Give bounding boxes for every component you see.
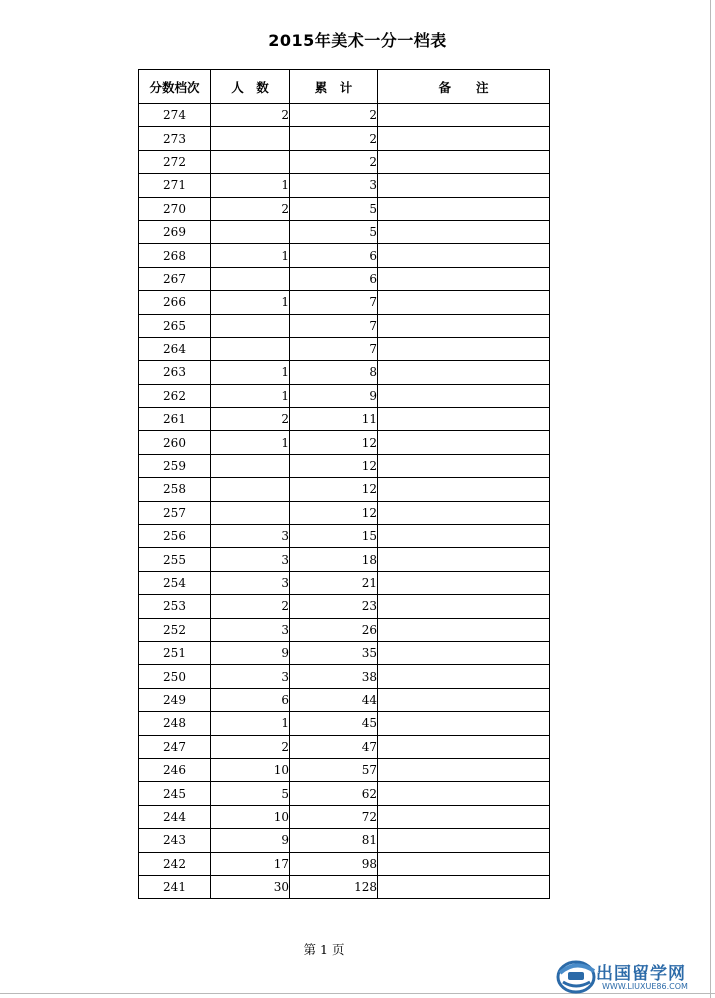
score-cell: 263: [139, 361, 211, 384]
cumulative-cell: 7: [290, 314, 378, 337]
score-cell: 241: [139, 875, 211, 898]
score-cell: 265: [139, 314, 211, 337]
page-edge-right: [710, 0, 711, 998]
note-cell: [378, 805, 550, 828]
score-cell: 271: [139, 174, 211, 197]
table-row: [139, 641, 550, 664]
globe-logo-icon: [554, 955, 598, 995]
score-cell: 250: [139, 665, 211, 688]
count-cell: 1: [211, 431, 290, 454]
table-row: [139, 665, 550, 688]
note-cell: [378, 478, 550, 501]
cumulative-cell: 2: [290, 127, 378, 150]
count-cell: 2: [211, 408, 290, 431]
score-cell: 242: [139, 852, 211, 875]
cumulative-cell: 5: [290, 220, 378, 243]
table-row: [139, 431, 550, 454]
cumulative-cell: 7: [290, 291, 378, 314]
note-cell: [378, 641, 550, 664]
watermark-name: 出国留学网: [596, 964, 686, 984]
note-cell: [378, 688, 550, 711]
site-watermark: [554, 955, 714, 997]
table-row: [139, 595, 550, 618]
count-cell: 2: [211, 735, 290, 758]
score-cell: 267: [139, 267, 211, 290]
cumulative-cell: 72: [290, 805, 378, 828]
watermark-url: WWW.LIUXUE86.COM: [602, 982, 688, 991]
note-cell: [378, 431, 550, 454]
header-count: 人 数: [211, 70, 290, 104]
note-cell: [378, 712, 550, 735]
count-cell: 17: [211, 852, 290, 875]
cumulative-cell: 21: [290, 571, 378, 594]
score-cell: 274: [139, 104, 211, 127]
note-cell: [378, 104, 550, 127]
note-cell: [378, 408, 550, 431]
table-row: [139, 875, 550, 898]
count-cell: 9: [211, 641, 290, 664]
score-cell: 261: [139, 408, 211, 431]
table-row: [139, 314, 550, 337]
count-cell: 1: [211, 244, 290, 267]
table-row: [139, 735, 550, 758]
table-row: [139, 548, 550, 571]
count-cell: 2: [211, 197, 290, 220]
table-row: [139, 127, 550, 150]
count-cell: 3: [211, 525, 290, 548]
cumulative-cell: 18: [290, 548, 378, 571]
cumulative-cell: 9: [290, 384, 378, 407]
count-cell: [211, 478, 290, 501]
score-cell: 243: [139, 829, 211, 852]
note-cell: [378, 782, 550, 805]
table-row: [139, 525, 550, 548]
cumulative-cell: 6: [290, 267, 378, 290]
cumulative-cell: 57: [290, 758, 378, 781]
note-cell: [378, 852, 550, 875]
table-row: [139, 454, 550, 477]
table-row: [139, 267, 550, 290]
score-cell: 272: [139, 150, 211, 173]
score-cell: 252: [139, 618, 211, 641]
cumulative-cell: 12: [290, 478, 378, 501]
cumulative-cell: 7: [290, 337, 378, 360]
score-cell: 269: [139, 220, 211, 243]
table-row: [139, 829, 550, 852]
note-cell: [378, 735, 550, 758]
count-cell: 2: [211, 595, 290, 618]
table-header-row: [139, 70, 550, 104]
cumulative-cell: 44: [290, 688, 378, 711]
score-cell: 258: [139, 478, 211, 501]
score-cell: 249: [139, 688, 211, 711]
header-note: 备 注: [378, 70, 550, 104]
page-number: 第 1 页: [303, 942, 345, 957]
note-cell: [378, 337, 550, 360]
note-cell: [378, 501, 550, 524]
count-cell: 1: [211, 174, 290, 197]
count-cell: 1: [211, 712, 290, 735]
table-row: [139, 104, 550, 127]
count-cell: [211, 150, 290, 173]
note-cell: [378, 618, 550, 641]
score-cell: 245: [139, 782, 211, 805]
cumulative-cell: 2: [290, 150, 378, 173]
score-cell: 251: [139, 641, 211, 664]
table-row: [139, 852, 550, 875]
table-row: [139, 805, 550, 828]
table-row: [139, 618, 550, 641]
cumulative-cell: 12: [290, 454, 378, 477]
table-row: [139, 384, 550, 407]
count-cell: 2: [211, 104, 290, 127]
note-cell: [378, 595, 550, 618]
score-distribution-table: [138, 69, 550, 899]
note-cell: [378, 829, 550, 852]
count-cell: [211, 220, 290, 243]
note-cell: [378, 571, 550, 594]
score-cell: 257: [139, 501, 211, 524]
cumulative-cell: 35: [290, 641, 378, 664]
table-row: [139, 408, 550, 431]
score-cell: 260: [139, 431, 211, 454]
count-cell: [211, 267, 290, 290]
count-cell: [211, 127, 290, 150]
count-cell: 9: [211, 829, 290, 852]
note-cell: [378, 361, 550, 384]
cumulative-cell: 45: [290, 712, 378, 735]
cumulative-cell: 5: [290, 197, 378, 220]
note-cell: [378, 174, 550, 197]
note-cell: [378, 314, 550, 337]
cumulative-cell: 11: [290, 408, 378, 431]
table-row: [139, 501, 550, 524]
count-cell: 10: [211, 805, 290, 828]
count-cell: 3: [211, 618, 290, 641]
cumulative-cell: 47: [290, 735, 378, 758]
cumulative-cell: 128: [290, 875, 378, 898]
note-cell: [378, 548, 550, 571]
note-cell: [378, 267, 550, 290]
note-cell: [378, 244, 550, 267]
note-cell: [378, 525, 550, 548]
table-row: [139, 688, 550, 711]
count-cell: 5: [211, 782, 290, 805]
note-cell: [378, 150, 550, 173]
score-cell: 255: [139, 548, 211, 571]
cumulative-cell: 12: [290, 431, 378, 454]
note-cell: [378, 758, 550, 781]
table-row: [139, 197, 550, 220]
note-cell: [378, 291, 550, 314]
table-row: [139, 150, 550, 173]
table-row: [139, 758, 550, 781]
note-cell: [378, 197, 550, 220]
note-cell: [378, 384, 550, 407]
note-cell: [378, 454, 550, 477]
count-cell: 10: [211, 758, 290, 781]
score-cell: 248: [139, 712, 211, 735]
count-cell: 1: [211, 361, 290, 384]
table-row: [139, 361, 550, 384]
score-cell: 273: [139, 127, 211, 150]
document-title: 2015年美术一分一档表: [268, 31, 447, 50]
cumulative-cell: 81: [290, 829, 378, 852]
cumulative-cell: 38: [290, 665, 378, 688]
header-score: 分数档次: [139, 70, 211, 104]
cumulative-cell: 62: [290, 782, 378, 805]
table-row: [139, 174, 550, 197]
score-cell: 244: [139, 805, 211, 828]
count-cell: 3: [211, 571, 290, 594]
note-cell: [378, 665, 550, 688]
cumulative-cell: 8: [290, 361, 378, 384]
count-cell: 3: [211, 665, 290, 688]
score-cell: 262: [139, 384, 211, 407]
cumulative-cell: 26: [290, 618, 378, 641]
table-row: [139, 337, 550, 360]
cumulative-cell: 12: [290, 501, 378, 524]
table-row: [139, 220, 550, 243]
cumulative-cell: 3: [290, 174, 378, 197]
count-cell: [211, 501, 290, 524]
note-cell: [378, 127, 550, 150]
score-cell: 247: [139, 735, 211, 758]
count-cell: 6: [211, 688, 290, 711]
note-cell: [378, 220, 550, 243]
cumulative-cell: 2: [290, 104, 378, 127]
score-cell: 254: [139, 571, 211, 594]
header-cumulative: 累 计: [290, 70, 378, 104]
score-cell: 253: [139, 595, 211, 618]
score-cell: 270: [139, 197, 211, 220]
table-row: [139, 571, 550, 594]
cumulative-cell: 23: [290, 595, 378, 618]
cumulative-cell: 6: [290, 244, 378, 267]
score-cell: 268: [139, 244, 211, 267]
count-cell: [211, 314, 290, 337]
score-cell: 259: [139, 454, 211, 477]
count-cell: [211, 454, 290, 477]
score-cell: 256: [139, 525, 211, 548]
count-cell: 1: [211, 384, 290, 407]
count-cell: 30: [211, 875, 290, 898]
count-cell: 1: [211, 291, 290, 314]
table-row: [139, 244, 550, 267]
table-row: [139, 782, 550, 805]
cumulative-cell: 98: [290, 852, 378, 875]
score-cell: 266: [139, 291, 211, 314]
count-cell: 3: [211, 548, 290, 571]
score-cell: 264: [139, 337, 211, 360]
score-cell: 246: [139, 758, 211, 781]
table-row: [139, 291, 550, 314]
cumulative-cell: 15: [290, 525, 378, 548]
table-row: [139, 478, 550, 501]
table-row: [139, 712, 550, 735]
note-cell: [378, 875, 550, 898]
count-cell: [211, 337, 290, 360]
